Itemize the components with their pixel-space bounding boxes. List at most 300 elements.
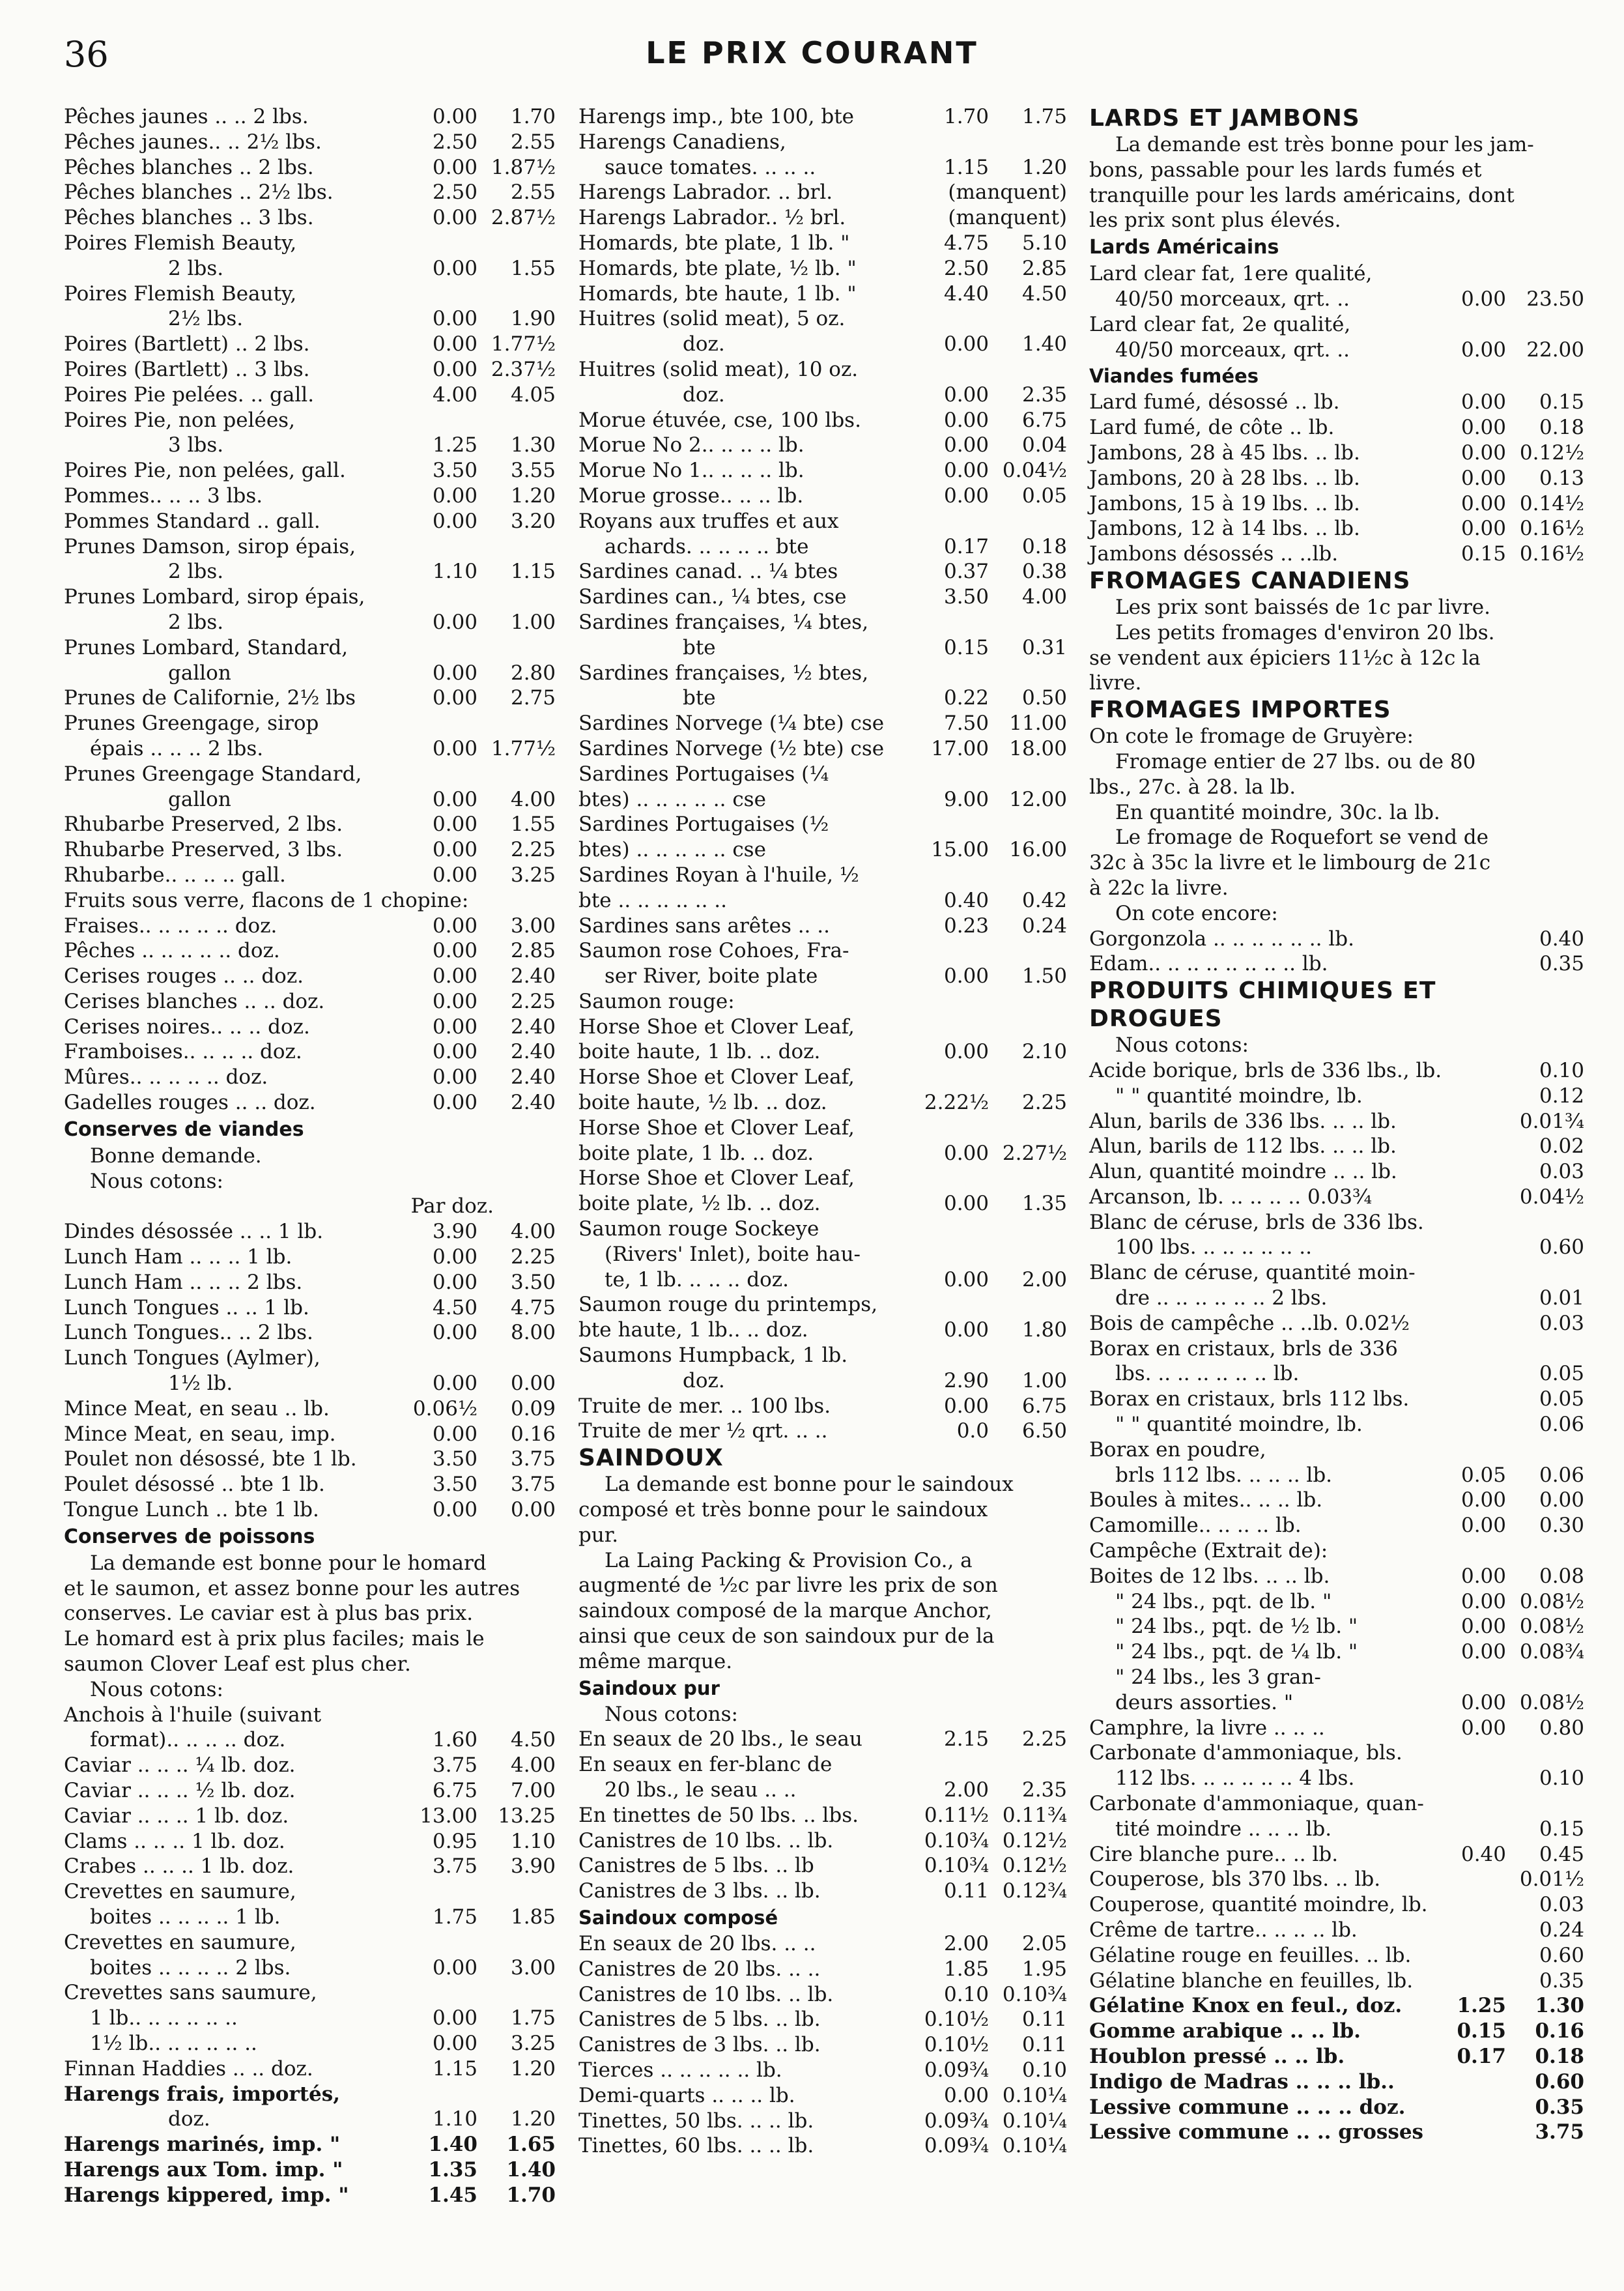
price-high: 0.03 [1539, 1160, 1584, 1184]
price-high: 4.50 [510, 1728, 556, 1752]
price-row [1089, 1463, 1584, 1488]
item-text: Morue No 1.. .. .. .. lb. [578, 459, 805, 483]
item-text: Pêches blanches .. 2 lbs. [64, 155, 314, 179]
item-text: Boites de 12 lbs. .. .. lb. [1089, 1564, 1330, 1588]
price-high: 4.75 [510, 1295, 556, 1319]
item-text: Cerises blanches .. .. doz. [64, 989, 325, 1013]
heading-text: FROMAGES CANADIENS [1089, 567, 1411, 594]
price-low: 0.15 [943, 635, 989, 659]
item-text: Canistres de 20 lbs. .. .. [578, 1957, 821, 1981]
price-high: 0.03 [1539, 1311, 1584, 1335]
price-row [1089, 1665, 1584, 1690]
price-row [1089, 1716, 1584, 1741]
price-row [1089, 1210, 1584, 1235]
price-low: 0.00 [432, 610, 477, 634]
price-row [578, 2083, 1067, 2109]
item-text: Camphre, la livre .. .. .. [1089, 1716, 1325, 1740]
price-low: 0.00 [1460, 440, 1506, 465]
item-text: Borax en cristaux, brls 112 lbs. [1089, 1387, 1410, 1411]
price-low: 0.00 [943, 483, 989, 508]
price-row [1089, 775, 1584, 800]
item-text: Bonne demande. [90, 1144, 262, 1168]
price-row [1089, 724, 1584, 749]
item-text: Jambons, 28 à 45 lbs. .. lb. [1089, 440, 1360, 465]
price-row [578, 1394, 1067, 1419]
item-text: Horse Shoe et Clover Leaf, [578, 1116, 855, 1140]
price-high: 2.25 [510, 838, 556, 862]
item-text: Horse Shoe et Clover Leaf, [578, 1065, 855, 1089]
price-high: 0.12½ [1002, 1854, 1067, 1878]
price-low: 15.00 [931, 838, 989, 862]
item-text: Poires Pie, non pelées, [64, 408, 295, 432]
price-low: 6.75 [432, 1779, 477, 1802]
price-row [1089, 1639, 1584, 1665]
price-high: 3.25 [510, 863, 556, 887]
price-high: 0.10¼ [1002, 2109, 1067, 2133]
price-high: 0.31 [1021, 635, 1067, 659]
price-row [1089, 1918, 1584, 1943]
price-low: 1.25 [1457, 1994, 1506, 2018]
price-low: 13.00 [420, 1804, 477, 1828]
price-row [578, 1497, 1067, 1523]
price-low: 0.23 [943, 914, 989, 938]
price-high: 0.08½ [1519, 1615, 1584, 1639]
item-text: Alun, barils de 112 lbs. .. .. lb. [1089, 1134, 1397, 1159]
price-high: 1.55 [510, 256, 556, 280]
item-text: Framboises.. .. .. .. doz. [64, 1040, 302, 1064]
item-text: Jambons, 12 à 14 lbs. .. lb. [1089, 517, 1360, 541]
item-text: En tinettes de 50 lbs. .. lbs. [578, 1803, 859, 1827]
price-high: 0.18 [1021, 534, 1067, 558]
price-low: 1.75 [432, 1905, 477, 1929]
price-high: 0.42 [1021, 888, 1067, 912]
item-text: boites .. .. .. .. 2 lbs. [90, 1955, 291, 1980]
price-row [64, 837, 556, 863]
price-low: 3.75 [432, 1854, 477, 1879]
item-text: En quantité moindre, 30c. la lb. [1115, 800, 1440, 824]
price-row [1089, 516, 1584, 541]
price-row [64, 1447, 556, 1472]
price-low: 0.00 [432, 787, 477, 811]
item-text: Poires Flemish Beauty, [64, 231, 297, 255]
price-high: 0.01¾ [1519, 1109, 1584, 1133]
item-text: achards. .. .. .. .. bte [605, 534, 809, 558]
item-text: Blanc de céruse, brls de 336 lbs. [1089, 1210, 1424, 1234]
price-row [64, 1472, 556, 1497]
price-high: 0.35 [1539, 1968, 1584, 1993]
item-text: Poires (Bartlett) .. 2 lbs. [64, 332, 310, 356]
price-high: 0.18 [1535, 2044, 1584, 2068]
price-high: 3.75 [1535, 2120, 1584, 2144]
price-row [578, 1702, 1067, 1727]
price-low: 0.95 [432, 1829, 477, 1853]
item-text: Lard fumé, désossé .. lb. [1089, 390, 1340, 414]
price-row [578, 458, 1067, 483]
price-low: 2.50 [943, 256, 989, 280]
item-text: Cerises rouges .. .. doz. [64, 964, 304, 988]
price-row [578, 812, 1067, 837]
item-text: deurs assorties. " [1115, 1690, 1294, 1714]
price-row [64, 357, 556, 382]
item-text: Lard clear fat, 2e qualité, [1089, 312, 1351, 336]
item-text: Jambons, 20 à 28 lbs. .. lb. [1089, 466, 1360, 490]
item-text: dre .. .. .. .. .. .. 2 lbs. [1115, 1286, 1328, 1310]
section-heading [578, 1444, 1067, 1472]
price-row [578, 1039, 1067, 1065]
price-high: 2.00 [1021, 1267, 1067, 1291]
price-high: 0.00 [510, 1498, 556, 1522]
price-row [64, 1626, 556, 1652]
item-text: Gélatine rouge en feuilles. .. lb. [1089, 1943, 1412, 1967]
price-high: 0.11 [1021, 2008, 1067, 2032]
price-low: 0.0 [956, 1419, 989, 1443]
price-high: 0.10¼ [1002, 2083, 1067, 2107]
price-low: 0.37 [943, 560, 989, 584]
item-text: Horse Shoe et Clover Leaf, [578, 1015, 855, 1039]
item-text: Gadelles rouges .. .. doz. [64, 1091, 316, 1115]
price-high: 3.75 [510, 1447, 556, 1471]
price-low: 1.85 [943, 1957, 989, 1981]
price-high: 7.00 [510, 1779, 556, 1802]
price-low: 2.50 [432, 180, 477, 205]
price-row [64, 2006, 556, 2031]
price-row [578, 408, 1067, 433]
item-text: Sardines sans arêtes .. .. [578, 914, 830, 938]
section-heading [1089, 1005, 1584, 1033]
item-text: (Rivers' Inlet), boite hau- [605, 1242, 861, 1266]
price-row [578, 357, 1067, 382]
price-row [578, 1116, 1067, 1141]
item-text: et le saumon, et assez bonne pour les autres [64, 1576, 520, 1600]
price-row [1089, 132, 1584, 158]
item-text: Pêches .. .. .. .. .. doz. [64, 939, 280, 963]
section-heading [1089, 233, 1584, 261]
price-high: 1.30 [510, 433, 556, 457]
price-row [578, 1015, 1067, 1040]
item-text: Crevettes sans saumure, [64, 1981, 317, 2005]
price-low: 17.00 [931, 736, 989, 760]
price-row [578, 762, 1067, 787]
item-text: Lessive commune .. .. .. doz. [1089, 2095, 1406, 2119]
price-row [64, 382, 556, 408]
item-text: Gélatine blanche en feuilles, lb. [1089, 1968, 1414, 1993]
price-low: 0.11½ [924, 1803, 989, 1827]
section-heading [578, 1904, 1067, 1931]
price-low: 1.35 [428, 2157, 477, 2182]
price-row [64, 1980, 556, 2006]
price-row [64, 1245, 556, 1270]
price-high: 0.40 [1539, 927, 1584, 951]
price-row [1089, 466, 1584, 491]
price-high: 2.55 [510, 130, 556, 154]
item-text: Poires Flemish Beauty, [64, 281, 297, 306]
price-row [1089, 927, 1584, 952]
item-text: Crevettes en saumure, [64, 1880, 296, 1904]
price-high: 3.20 [510, 509, 556, 533]
price-low: 1.40 [428, 2133, 477, 2157]
price-high: 0.08¾ [1519, 1640, 1584, 1664]
price-high: 1.77½ [491, 736, 556, 760]
price-high: 1.85 [510, 1905, 556, 1929]
price-high: 0.16 [1535, 2019, 1584, 2043]
section-heading [1089, 696, 1584, 724]
item-text: Tongue Lunch .. bte 1 lb. [64, 1498, 319, 1522]
item-text: La demande est bonne pour le saindoux [605, 1473, 1014, 1497]
price-row [578, 610, 1067, 635]
price-row [1089, 670, 1584, 696]
price-high: 2.25 [1021, 1091, 1067, 1115]
item-text: Harengs kippered, imp. " [64, 2183, 349, 2207]
price-row [578, 711, 1067, 736]
price-row [578, 1242, 1067, 1267]
item-text: Saumon rouge du printemps, [578, 1293, 878, 1317]
price-row [578, 1803, 1067, 1828]
price-high: 0.12 [1539, 1084, 1584, 1108]
price-row [1089, 208, 1584, 233]
price-low: 0.00 [1460, 338, 1506, 362]
price-row [64, 180, 556, 205]
item-text: 3 lbs. [168, 433, 224, 457]
item-text: se vendent aux épiciers 11½c à 12c la [1089, 646, 1481, 670]
item-text: Caviar .. .. .. ½ lb. doz. [64, 1779, 296, 1802]
item-text: Lunch Ham .. .. .. 2 lbs. [64, 1270, 303, 1294]
price-row [1089, 312, 1584, 338]
price-row [1089, 1690, 1584, 1716]
item-text: Demi-quarts .. .. .. lb. [578, 2083, 795, 2107]
price-row [64, 1497, 556, 1523]
price-row [64, 1396, 556, 1422]
price-row [1089, 1740, 1584, 1766]
item-text: Finnan Haddies .. .. doz. [64, 2056, 313, 2081]
price-row [64, 1551, 556, 1576]
item-text: brls 112 lbs. .. .. .. lb. [1115, 1463, 1333, 1487]
item-text: Jambons désossés .. ..lb. [1089, 542, 1339, 566]
item-text: Houblon pressé .. .. lb. [1089, 2044, 1345, 2068]
price-row [1089, 1538, 1584, 1564]
item-text: En seaux de 20 lbs., le seau [578, 1727, 862, 1751]
price-row [1089, 749, 1584, 775]
price-row [1089, 1488, 1584, 1513]
item-text: Carbonate d'ammoniaque, bls. [1089, 1741, 1403, 1765]
item-text: Crabes .. .. .. 1 lb. doz. [64, 1854, 294, 1879]
price-high: 3.75 [510, 1473, 556, 1497]
item-text: bte [683, 686, 716, 710]
item-text: 2 lbs. [168, 560, 224, 584]
item-text: tité moindre .. .. .. lb. [1115, 1817, 1332, 1841]
price-low: 3.90 [432, 1220, 477, 1244]
price-row [578, 1141, 1067, 1166]
price-high: 2.27½ [1002, 1141, 1067, 1165]
item-text: Crême de tartre.. .. .. .. lb. [1089, 1918, 1358, 1942]
column-middle [578, 104, 1067, 2159]
price-high: 4.00 [510, 1220, 556, 1244]
price-row [64, 1144, 556, 1169]
price-high: 1.77½ [491, 332, 556, 356]
price-row [578, 2032, 1067, 2058]
price-row [578, 635, 1067, 661]
item-text: bte .. .. .. .. .. .. [578, 888, 728, 912]
price-row [578, 1931, 1067, 1957]
price-low: 0.00 [432, 1091, 477, 1115]
item-text: Prunes Lombard, sirop épais, [64, 585, 365, 609]
price-row [578, 1166, 1067, 1191]
price-row [578, 888, 1067, 914]
item-text: livre. [1089, 671, 1142, 695]
price-row [578, 2133, 1067, 2159]
price-low: 1.10 [432, 560, 477, 584]
item-text: Carbonate d'ammoniaque, quan- [1089, 1792, 1424, 1816]
price-low: 2.00 [943, 1931, 989, 1955]
item-text: Sardines Royan à l'huile, ½ [578, 863, 859, 887]
price-row [64, 1219, 556, 1245]
price-row [578, 2109, 1067, 2134]
price-low: 0.00 [1460, 1589, 1506, 1613]
price-high: 0.18 [1539, 416, 1584, 440]
price-high: 0.80 [1539, 1716, 1584, 1740]
item-text: Alun, quantité moindre .. .. lb. [1089, 1160, 1397, 1184]
price-row [1089, 1286, 1584, 1311]
price-row [578, 989, 1067, 1015]
item-text: 1½ lb.. .. .. .. .. .. [90, 2031, 257, 2055]
item-text: Prunes Greengage Standard, [64, 762, 362, 786]
item-text: tranquille pour les lards américains, dont [1089, 183, 1515, 207]
price-high: 8.00 [510, 1321, 556, 1345]
price-high: 0.08½ [1519, 1589, 1584, 1613]
item-text: boite plate, ½ lb. .. doz. [578, 1192, 821, 1216]
price-row [64, 2082, 556, 2107]
item-text: Homards, bte haute, 1 lb. " [578, 281, 857, 306]
price-row [578, 1191, 1067, 1217]
item-text: " 24 lbs., pqt. de ½ lb. " [1115, 1615, 1358, 1639]
price-low: 0.10½ [924, 2033, 989, 2057]
item-text: Saumon rouge Sockeye [578, 1217, 819, 1241]
price-row [578, 1957, 1067, 1982]
price-row [64, 863, 556, 888]
item-text: Jambons, 15 à 19 lbs. .. lb. [1089, 491, 1360, 515]
price-row [578, 1065, 1067, 1090]
price-row [1089, 390, 1584, 415]
item-text: composé et très bonne pour le saindoux [578, 1498, 988, 1522]
item-text: Cire blanche pure.. .. lb. [1089, 1842, 1339, 1866]
item-text: Par doz. [410, 1194, 494, 1218]
price-row [578, 1090, 1067, 1116]
price-row [64, 2031, 556, 2056]
price-high: 2.85 [1021, 256, 1067, 280]
price-high: 0.30 [1539, 1514, 1584, 1538]
price-row [64, 2056, 556, 2082]
price-row [64, 2183, 556, 2208]
price-high: 0.01½ [1519, 1867, 1584, 1892]
price-low: 0.00 [432, 838, 477, 862]
item-text: Harengs frais, importés, [64, 2082, 341, 2106]
price-row [1089, 1614, 1584, 1639]
price-row [578, 1573, 1067, 1598]
item-text: Saumons Humpback, 1 lb. [578, 1344, 848, 1368]
price-low: 0.00 [432, 2006, 477, 2030]
price-low: 2.15 [943, 1727, 989, 1751]
item-text: bons, passable pour les lards fumés et [1089, 158, 1482, 182]
item-text: Mince Meat, en seau, imp. [64, 1422, 336, 1446]
item-text: La demande est très bonne pour les jam- [1115, 133, 1534, 156]
price-row [578, 1318, 1067, 1343]
item-text: Morue No 2.. .. .. .. lb. [578, 433, 805, 457]
item-text: boites .. .. .. .. 1 lb. [90, 1905, 281, 1929]
price-low: 0.00 [432, 307, 477, 331]
section-heading [1089, 977, 1584, 1005]
price-row [64, 332, 556, 357]
price-row [64, 130, 556, 155]
item-text: Gorgonzola .. .. .. .. .. .. lb. [1089, 927, 1354, 951]
price-high: 2.40 [510, 1065, 556, 1089]
item-text: Prunes Greengage, sirop [64, 712, 319, 736]
price-low: 4.00 [432, 382, 477, 407]
price-low: 0.00 [432, 1065, 477, 1089]
price-low: 3.50 [432, 1447, 477, 1471]
price-row [578, 964, 1067, 989]
price-low: 0.17 [1457, 2044, 1506, 2068]
item-text: Lard clear fat, 1ere qualité, [1089, 262, 1373, 286]
price-high: 1.95 [1021, 1957, 1067, 1981]
item-text: Poires (Bartlett) .. 3 lbs. [64, 357, 310, 381]
price-row [1089, 1968, 1584, 1994]
item-text: format).. .. .. .. doz. [90, 1728, 286, 1752]
price-low: 0.00 [1460, 491, 1506, 515]
item-text: Mûres.. .. .. .. .. doz. [64, 1065, 268, 1089]
item-text: " " quantité moindre, lb. [1115, 1413, 1363, 1437]
price-row [64, 762, 556, 787]
item-text: même marque. [578, 1649, 733, 1673]
price-high: 0.06 [1539, 1413, 1584, 1437]
price-high: 0.12½ [1519, 440, 1584, 465]
price-row [64, 1039, 556, 1065]
price-row [64, 1065, 556, 1090]
price-row [1089, 1311, 1584, 1336]
price-high: 1.30 [1535, 1994, 1584, 2018]
price-row [1089, 1892, 1584, 1918]
price-row [578, 1828, 1067, 1854]
item-text: btes) .. .. .. .. .. cse [578, 838, 766, 862]
price-row [64, 256, 556, 281]
price-low: 0.09¾ [924, 2058, 989, 2082]
price-row [64, 1320, 556, 1346]
heading-text: Saindoux composé [578, 1906, 778, 1929]
item-text: Canistres de 10 lbs. .. lb. [578, 1982, 834, 2006]
price-row [64, 1778, 556, 1804]
price-low: 0.00 [432, 964, 477, 988]
item-text: Canistres de 5 lbs. .. lb [578, 1854, 814, 1878]
price-low: 0.00 [432, 813, 477, 837]
price-high: 2.87½ [491, 206, 556, 230]
price-high: 18.00 [1009, 736, 1067, 760]
item-text: 1½ lb. [168, 1372, 233, 1396]
price-low: 1.15 [943, 155, 989, 179]
price-low: 0.22 [943, 686, 989, 710]
price-high: 1.00 [510, 610, 556, 634]
price-row [1089, 595, 1584, 620]
item-text: En seaux de 20 lbs. .. .. [578, 1931, 816, 1955]
price-low: 0.00 [1460, 466, 1506, 490]
price-high: 0.12½ [1002, 1828, 1067, 1852]
price-row [578, 559, 1067, 584]
item-text: à 22c la livre. [1089, 876, 1229, 900]
price-row [1089, 1058, 1584, 1084]
price-low: 0.40 [1460, 1842, 1506, 1866]
price-row [1089, 541, 1584, 567]
item-text: Harengs Labrador.. ½ brl. [578, 206, 846, 230]
price-row [578, 180, 1067, 205]
price-row [1089, 1336, 1584, 1362]
price-high: 2.40 [510, 964, 556, 988]
